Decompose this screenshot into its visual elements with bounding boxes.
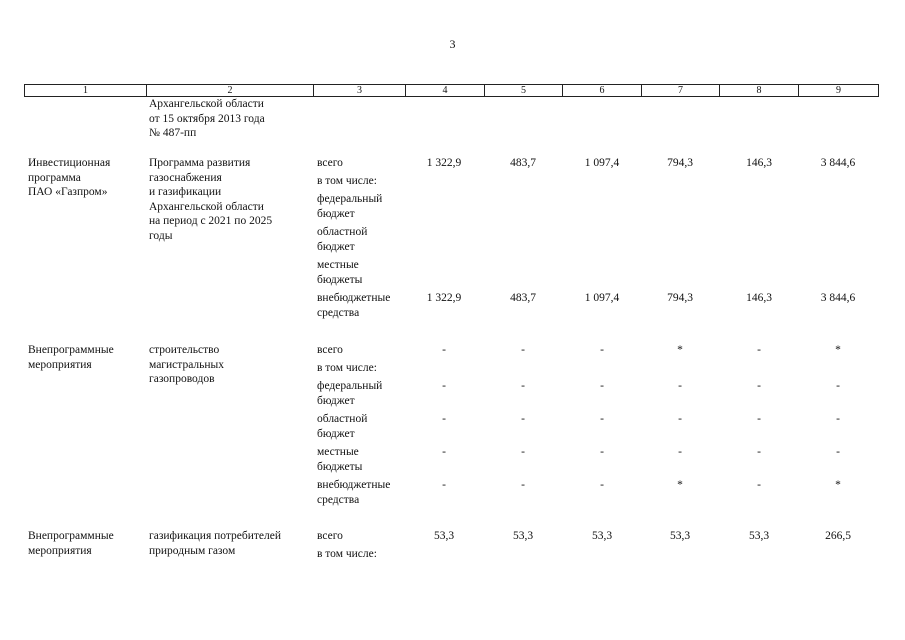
value-cell: - [442, 446, 446, 458]
column-number-9: 9 [799, 85, 879, 97]
value-cell: 53,3 [433, 530, 455, 542]
value-cell: 1 322,9 [426, 292, 462, 304]
value-cell: - [678, 446, 682, 458]
funding-source-label: всего [317, 530, 343, 542]
value-cell: - [757, 344, 761, 356]
value-cell: 794,3 [667, 292, 693, 304]
value-cell: 3 844,6 [820, 292, 856, 304]
funding-source-label: в том числе: [317, 175, 377, 187]
value-cell: 146,3 [746, 157, 772, 169]
value-cell: - [442, 380, 446, 392]
value-cell: - [678, 413, 682, 425]
funding-source-label: местные бюджеты [317, 446, 363, 473]
funding-source-label: внебюджетные средства [317, 479, 391, 506]
value-cell: - [521, 479, 525, 491]
value-cell: - [521, 380, 525, 392]
column-number-5: 5 [485, 85, 563, 97]
funding-source-label: всего [317, 344, 343, 356]
value-cell: 53,3 [512, 530, 534, 542]
value-cell: 53,3 [591, 530, 613, 542]
column-number-7: 7 [642, 85, 720, 97]
column-number-6: 6 [563, 85, 642, 97]
value-cell: 1 097,4 [584, 157, 620, 169]
value-cell: 1 322,9 [426, 157, 462, 169]
funding-source-label: областной бюджет [317, 413, 368, 440]
value-cell: 53,3 [748, 530, 770, 542]
funding-source-label: в том числе: [317, 548, 377, 560]
value-cell: - [600, 446, 604, 458]
value-cell: - [678, 380, 682, 392]
value-cell: 483,7 [510, 292, 536, 304]
value-cell: 266,5 [825, 530, 851, 542]
funding-source-label: федеральный бюджет [317, 193, 383, 220]
value-cell: - [442, 413, 446, 425]
value-cell: - [757, 446, 761, 458]
page-number: 3 [449, 37, 456, 51]
program-name: Внепрограммные мероприятия [28, 530, 114, 557]
value-cell: 53,3 [669, 530, 691, 542]
value-cell: - [442, 344, 446, 356]
value-cell: * [677, 479, 683, 491]
value-cell: 3 844,6 [820, 157, 856, 169]
program-description: Программа развития газоснабжения и газификации Архангельской области на период с 2021 по 2025 годы [149, 157, 273, 242]
value-cell: - [600, 479, 604, 491]
value-cell: * [677, 344, 683, 356]
funding-source-label: в том числе: [317, 362, 377, 374]
column-number-header [24, 84, 879, 97]
program-name: Внепрограммные мероприятия [28, 344, 114, 371]
value-cell: - [521, 446, 525, 458]
value-cell: - [757, 479, 761, 491]
previous-row-continuation: Архангельской области от 15 октября 2013 года № 487-пп [149, 98, 265, 139]
value-cell: - [757, 380, 761, 392]
value-cell: * [835, 344, 841, 356]
value-cell: - [836, 446, 840, 458]
program-description: строительство магистральных газопроводов [149, 344, 225, 385]
value-cell: - [600, 344, 604, 356]
value-cell: - [757, 413, 761, 425]
value-cell: - [442, 479, 446, 491]
program-description: газификация потребителей природным газом [149, 530, 282, 557]
funding-source-label: внебюджетные средства [317, 292, 391, 319]
value-cell: 483,7 [510, 157, 536, 169]
value-cell: 794,3 [667, 157, 693, 169]
value-cell: - [836, 413, 840, 425]
column-number-8: 8 [720, 85, 799, 97]
funding-source-label: федеральный бюджет [317, 380, 383, 407]
funding-source-label: областной бюджет [317, 226, 368, 253]
column-number-4: 4 [406, 85, 485, 97]
value-cell: - [836, 380, 840, 392]
value-cell: - [521, 413, 525, 425]
program-name: Инвестиционная программа ПАО «Газпром» [28, 157, 111, 198]
value-cell: - [600, 380, 604, 392]
value-cell: * [835, 479, 841, 491]
value-cell: - [600, 413, 604, 425]
value-cell: - [521, 344, 525, 356]
funding-source-label: всего [317, 157, 343, 169]
value-cell: 1 097,4 [584, 292, 620, 304]
column-number-2: 2 [147, 85, 314, 97]
column-number-3: 3 [314, 85, 406, 97]
column-number-1: 1 [25, 85, 147, 97]
value-cell: 146,3 [746, 292, 772, 304]
funding-source-label: местные бюджеты [317, 259, 363, 286]
